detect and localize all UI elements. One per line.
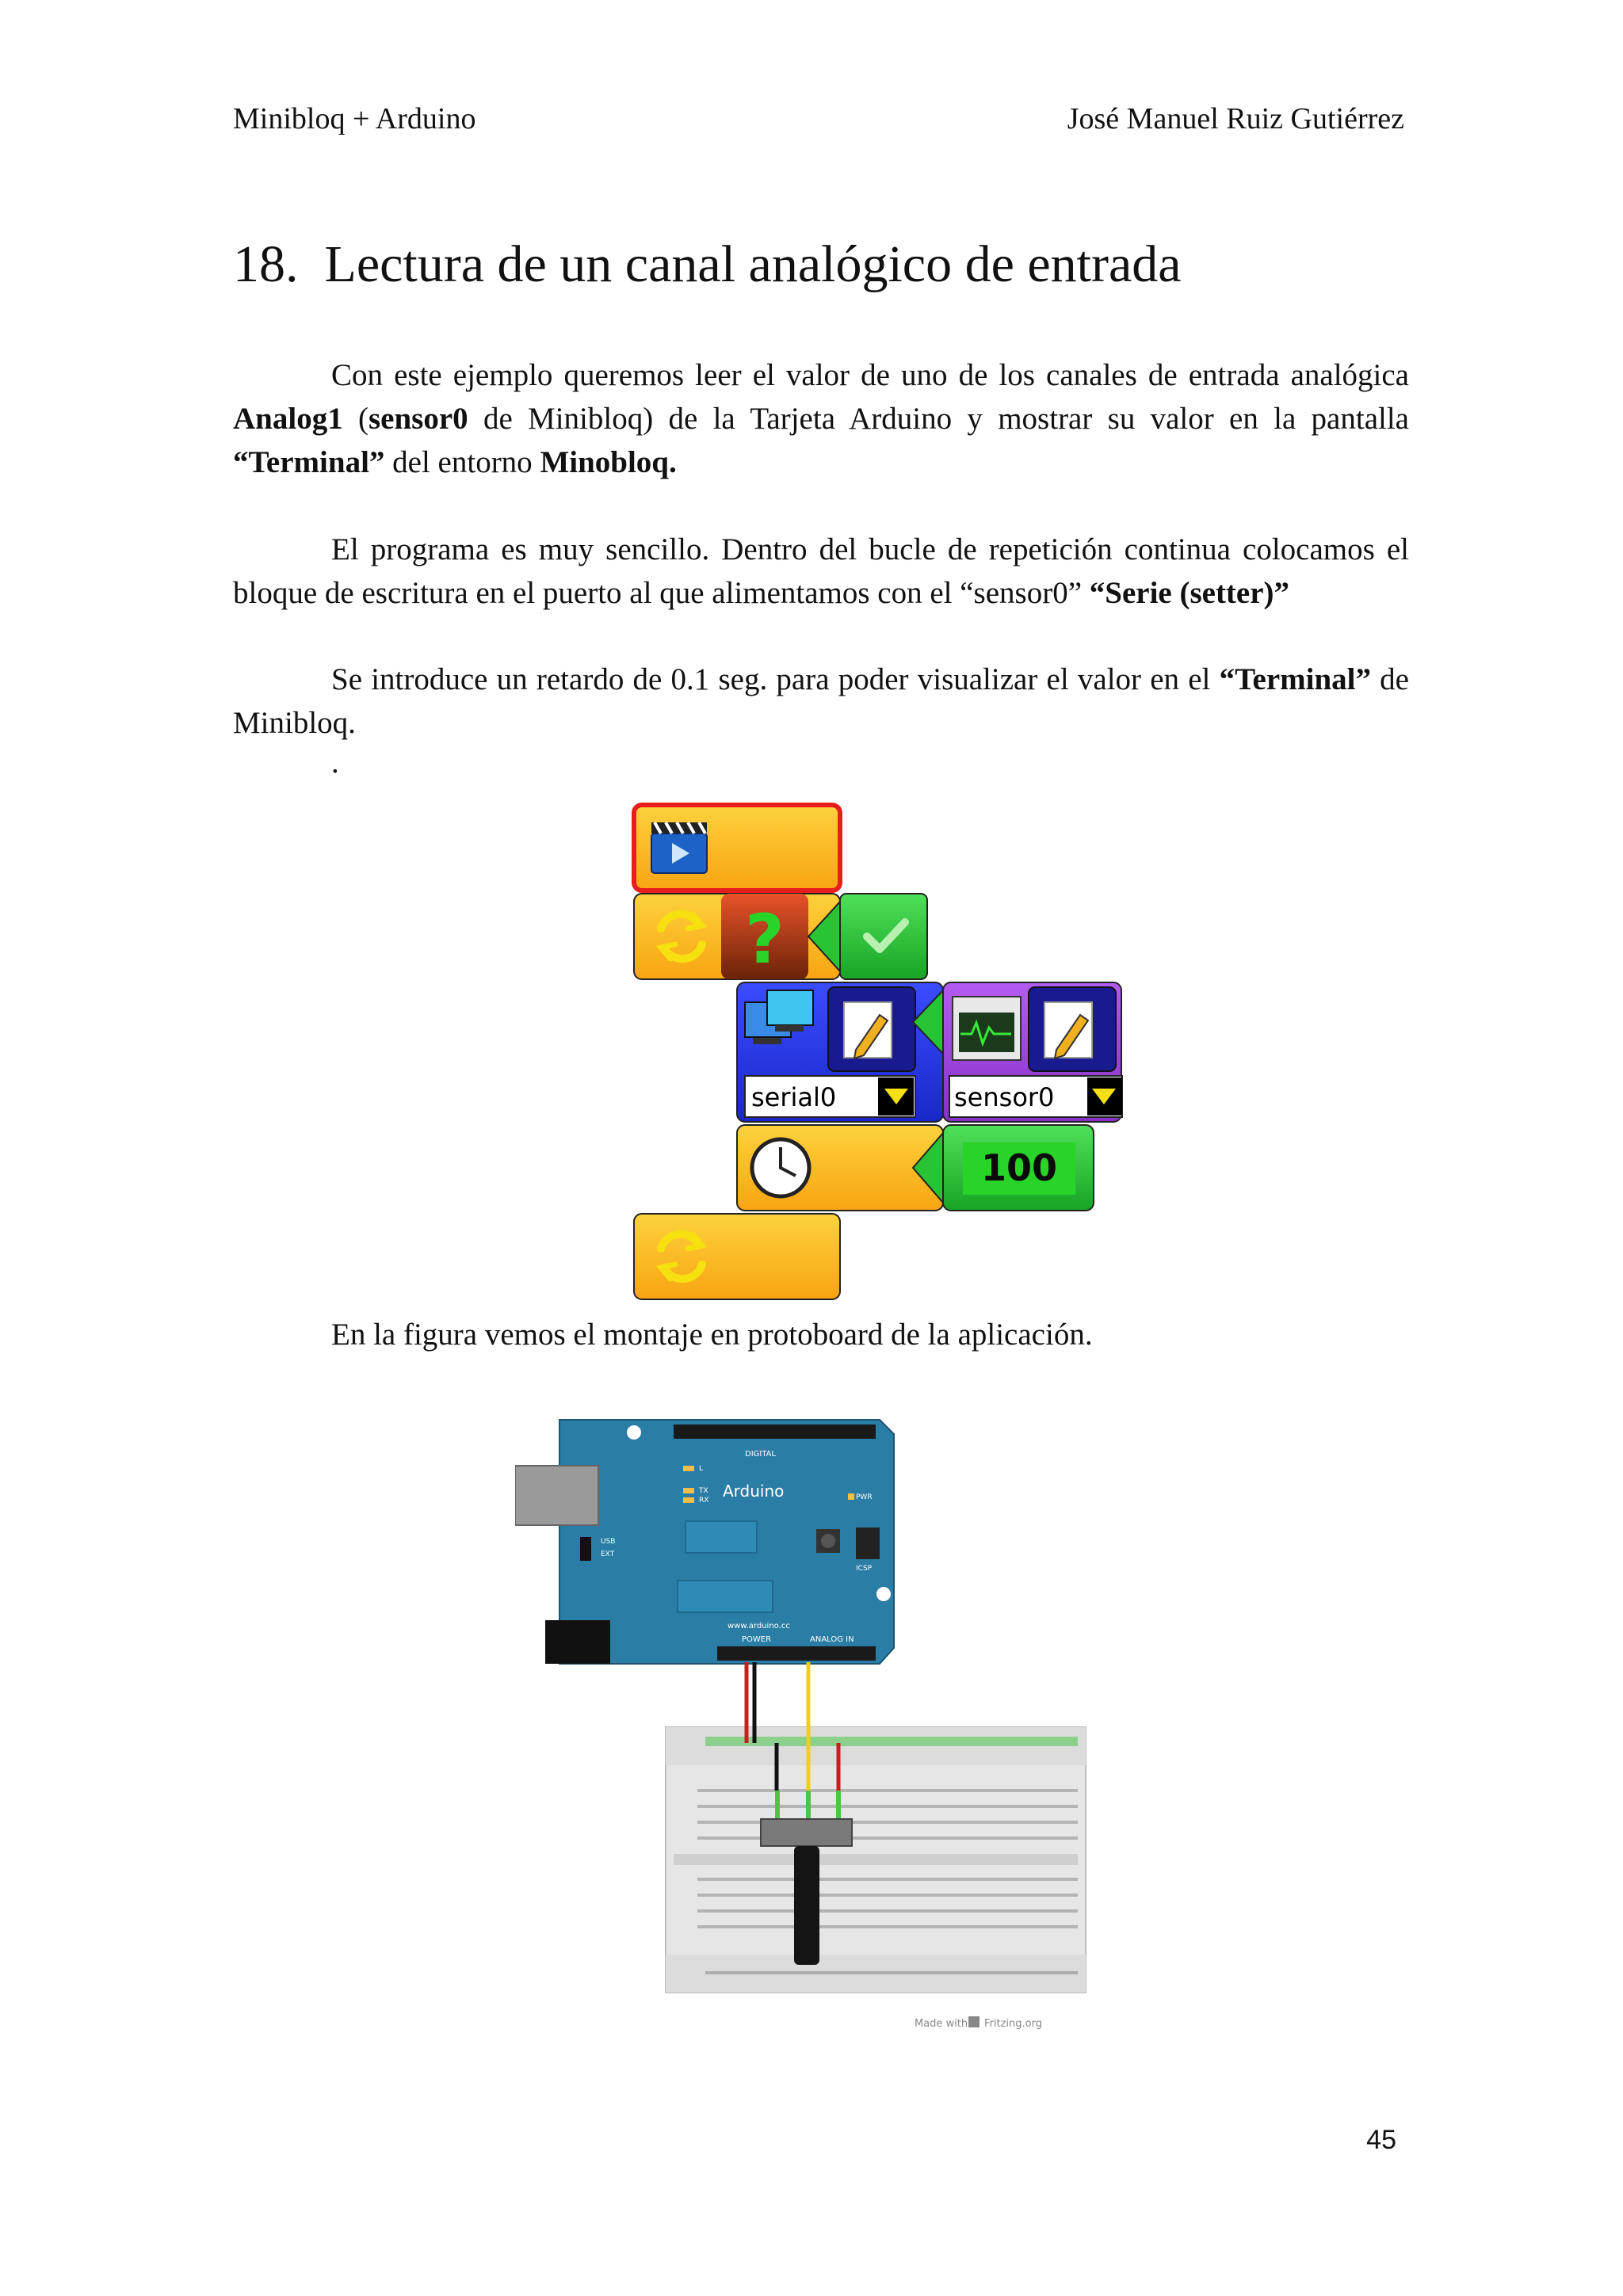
delay-value: 100 bbox=[980, 1146, 1058, 1189]
paragraph-2 bbox=[233, 528, 1409, 615]
fritzing-logo-icon bbox=[968, 2016, 980, 2027]
page-number: 45 bbox=[1366, 2125, 1396, 2155]
paragraph-3 bbox=[233, 658, 1409, 745]
p1-text-a: Con este ejemplo queremos leer el valor de uno de los canales de entrada analógica bbox=[331, 358, 1409, 392]
icsp-label: ICSP bbox=[856, 1565, 873, 1573]
sensor-dropdown-value: sensor0 bbox=[954, 1082, 1055, 1112]
website-label: www.arduino.cc bbox=[727, 1622, 790, 1630]
analog-in-label: ANALOG IN bbox=[810, 1635, 854, 1644]
serial-write-block[interactable] bbox=[737, 982, 943, 1122]
clock-icon bbox=[752, 1139, 809, 1196]
icsp-header bbox=[856, 1527, 880, 1559]
running-header-right: José Manuel Ruiz Gutiérrez bbox=[1067, 102, 1404, 135]
stray-dot: . bbox=[331, 746, 339, 780]
while-loop-block[interactable] bbox=[634, 894, 840, 979]
p1-sensor0: sensor0 bbox=[368, 402, 468, 436]
question-mark-icon: ? bbox=[745, 900, 785, 979]
p2-text-a: El programa es muy sencillo. Dentro del bucle de repetición continua colocamos el bloque de escritura en el puerto al que alimentamos con el “sensor0” bbox=[233, 532, 1409, 610]
fritzing-credit-made: Made with bbox=[915, 2018, 968, 2030]
l-label: L bbox=[699, 1465, 704, 1473]
digital-label: DIGITAL bbox=[745, 1450, 777, 1459]
ext-label: EXT bbox=[601, 1550, 615, 1558]
paragraph-1 bbox=[233, 353, 1409, 484]
digital-header bbox=[674, 1425, 876, 1439]
p1-analog1: Analog1 bbox=[233, 402, 343, 436]
p1-minobloq: Minobloq. bbox=[540, 445, 677, 479]
breadboard bbox=[666, 1727, 1086, 1993]
p2-serie-setter: “Serie (setter)” bbox=[1089, 576, 1290, 610]
section-number: 18. bbox=[233, 235, 299, 293]
start-block[interactable] bbox=[634, 805, 840, 891]
board-name: Arduino bbox=[723, 1482, 785, 1501]
usb-connector bbox=[515, 1466, 598, 1525]
port-dropdown-value: serial0 bbox=[751, 1082, 837, 1112]
delay-block[interactable] bbox=[737, 1125, 943, 1211]
pwr-label: PWR bbox=[856, 1493, 873, 1501]
power-label: POWER bbox=[742, 1635, 772, 1644]
usb-label: USB bbox=[601, 1538, 616, 1546]
sensor-window-icon bbox=[953, 997, 1021, 1060]
running-header-left: Minibloq + Arduino bbox=[233, 102, 476, 135]
p1-text-c: ( bbox=[342, 402, 369, 436]
p1-text-g: del entorno bbox=[384, 445, 540, 479]
p3-text-c: de Minibloq. bbox=[233, 662, 1409, 740]
power-analog-header bbox=[717, 1646, 876, 1661]
p1-terminal: “Terminal” bbox=[233, 445, 385, 479]
arduino-board bbox=[515, 1420, 894, 1664]
fritzing-breadboard-figure bbox=[515, 1410, 1094, 2036]
pencil-edit-icon bbox=[1044, 1002, 1092, 1058]
pencil-edit-icon bbox=[844, 1002, 892, 1058]
clapperboard-play-icon bbox=[651, 822, 707, 873]
power-jack bbox=[545, 1620, 610, 1664]
minibloq-program-figure bbox=[626, 800, 1125, 1307]
p1-text-e: de Minibloq) de la Tarjeta Arduino y mostrar su valor en la pantalla bbox=[468, 402, 1409, 436]
number-constant-block[interactable] bbox=[943, 1125, 1094, 1211]
section-title-text: Lectura de un canal analógico de entrada bbox=[324, 235, 1182, 293]
rx-label: RX bbox=[699, 1497, 709, 1505]
true-constant-block[interactable] bbox=[840, 894, 927, 979]
figure-caption: En la figura vemos el montaje en protoboard de la aplicación. bbox=[331, 1318, 1093, 1352]
tx-label: TX bbox=[699, 1487, 708, 1495]
sensor-block[interactable] bbox=[943, 982, 1122, 1122]
section-title bbox=[233, 236, 1182, 294]
loop-end-block[interactable] bbox=[634, 1214, 840, 1299]
p3-text-a: Se introduce un retardo de 0.1 seg. para poder visualizar el valor en el bbox=[331, 662, 1220, 696]
p3-terminal: “Terminal” bbox=[1219, 662, 1371, 696]
fritzing-credit-site: Fritzing.org bbox=[984, 2018, 1042, 2030]
